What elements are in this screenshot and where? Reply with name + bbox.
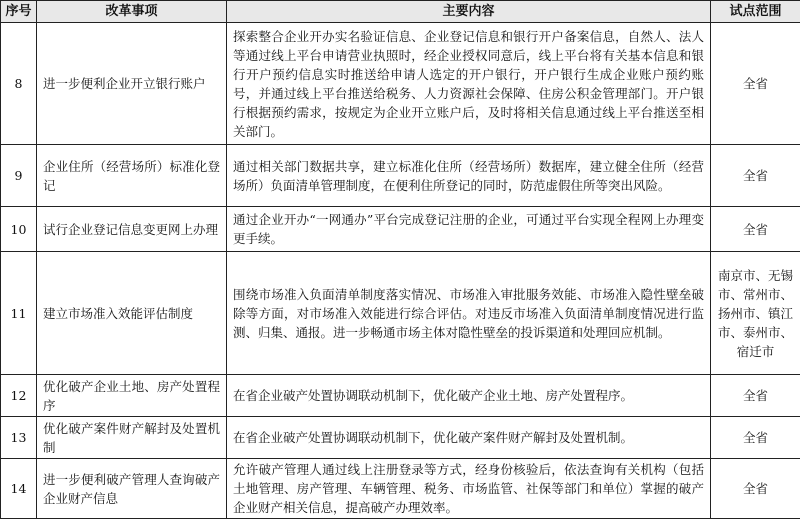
row-item: 试行企业登记信息变更网上办理 — [37, 207, 227, 252]
row-content: 在省企业破产处置协调联动机制下，优化破产企业土地、房产处置程序。 — [227, 375, 711, 417]
header-item: 改革事项 — [37, 1, 227, 23]
row-item: 进一步便利破产管理人查询破产企业财产信息 — [37, 459, 227, 519]
table-row — [1, 459, 800, 519]
table-header-row — [1, 1, 800, 23]
header-scope: 试点范围 — [711, 1, 800, 23]
table-row — [1, 145, 800, 207]
table-row — [1, 417, 800, 459]
row-scope: 南京市、无锡市、常州市、扬州市、镇江市、泰州市、宿迁市 — [711, 252, 800, 375]
row-content: 允许破产管理人通过线上注册登录等方式，经身份核验后，依法查询有关机构（包括土地管理、房产管理、车辆管理、税务、市场监管、社保等部门和单位）掌握的破产企业财产相关信息，提高破产办理效率。 — [227, 459, 711, 519]
row-item: 优化破产案件财产解封及处置机制 — [37, 417, 227, 459]
header-index: 序号 — [1, 1, 37, 23]
row-scope: 全省 — [711, 23, 800, 145]
row-content: 在省企业破产处置协调联动机制下，优化破产案件财产解封及处置机制。 — [227, 417, 711, 459]
row-item: 企业住所（经营场所）标准化登记 — [37, 145, 227, 207]
table-row — [1, 375, 800, 417]
row-index: 11 — [1, 252, 37, 375]
table-row — [1, 23, 800, 145]
row-scope: 全省 — [711, 375, 800, 417]
row-index: 12 — [1, 375, 37, 417]
row-item: 进一步便利企业开立银行账户 — [37, 23, 227, 145]
row-index: 14 — [1, 459, 37, 519]
row-index: 9 — [1, 145, 37, 207]
row-content: 通过企业开办“一网通办”平台完成登记注册的企业，可通过平台实现全程网上办理变更手续。 — [227, 207, 711, 252]
row-index: 10 — [1, 207, 37, 252]
row-index: 8 — [1, 23, 37, 145]
table-row — [1, 252, 800, 375]
row-scope: 全省 — [711, 417, 800, 459]
row-content: 围绕市场准入负面清单制度落实情况、市场准入审批服务效能、市场准入隐性壁垒破除等方面，对市场准入效能进行综合评估。对违反市场准入负面清单制度情况进行监测、归集、通报。进一步畅通市场主体对隐性壁垒的投诉渠道和处理回应机制。 — [227, 252, 711, 375]
table-row — [1, 207, 800, 252]
row-scope: 全省 — [711, 207, 800, 252]
row-content: 通过相关部门数据共享，建立标准化住所（经营场所）数据库，建立健全住所（经营场所）负面清单管理制度，在便利住所登记的同时，防范虚假住所等突出风险。 — [227, 145, 711, 207]
row-item: 建立市场准入效能评估制度 — [37, 252, 227, 375]
row-scope: 全省 — [711, 145, 800, 207]
row-content: 探索整合企业开办实名验证信息、企业登记信息和银行开户备案信息，自然人、法人等通过线上平台申请营业执照时，经企业授权同意后，线上平台将有关基本信息和银行开户预约信息实时推送给申请人选定的开户银行，开户银行生成企业账户预约账号，并通过线上平台推送给税务、人力资源社会保障、住房公积金管理部门。开户银行根据预约需求，按规定为企业开立账户后，及时将相关信息通过线上平台推送至相关部门。 — [227, 23, 711, 145]
header-content: 主要内容 — [227, 1, 711, 23]
row-item: 优化破产企业土地、房产处置程序 — [37, 375, 227, 417]
row-index: 13 — [1, 417, 37, 459]
row-scope: 全省 — [711, 459, 800, 519]
